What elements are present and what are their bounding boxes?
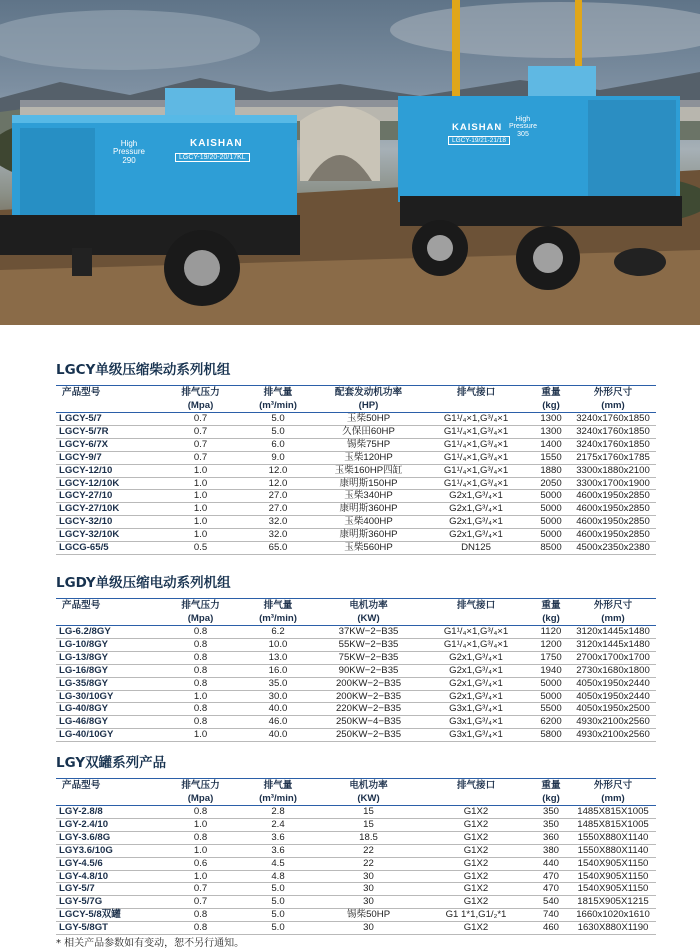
- cell-pressure: 0.7: [162, 413, 239, 426]
- cell-power: 玉柴50HP: [317, 413, 420, 426]
- table-row: [56, 490, 656, 503]
- lgy-table: [56, 778, 656, 935]
- cell-port: G2x1,G³/₄×1: [420, 516, 532, 529]
- cell-port: G1¹/₄×1,G³/₄×1: [420, 413, 532, 426]
- cell-model: LGY-3.6/8G: [56, 831, 162, 844]
- cell-size: 4600x1950x2850: [570, 516, 656, 529]
- table-row: [56, 664, 656, 677]
- table-row: [56, 503, 656, 516]
- lgy-col-power: 电机功率 (KW): [349, 780, 388, 804]
- cell-port: G1X2: [420, 831, 532, 844]
- table-row: [56, 542, 656, 555]
- cell-pressure: 1.0: [162, 490, 239, 503]
- cell-flow: 6.2: [239, 626, 317, 639]
- cell-model: LGCY-32/10K: [56, 529, 162, 542]
- cell-weight: 460: [532, 922, 570, 935]
- lgdy-col-power: 电机功率 (KW): [349, 600, 388, 624]
- lgdy-col-weight: 重量 (kg): [541, 600, 561, 624]
- cell-weight: 1940: [532, 664, 570, 677]
- cell-port: G1X2: [420, 883, 532, 896]
- cell-weight: 350: [532, 806, 570, 819]
- cell-power: 55KW−2−B35: [317, 638, 420, 651]
- cell-pressure: 0.5: [162, 542, 239, 555]
- right-unit-brand: KAISHAN: [452, 122, 503, 133]
- cell-weight: 470: [532, 870, 570, 883]
- cell-port: G2x1,G³/₄×1: [420, 490, 532, 503]
- cell-flow: 5.0: [239, 413, 317, 426]
- hero-photo: [0, 0, 700, 325]
- cell-model: LG-30/10GY: [56, 690, 162, 703]
- table-row: [56, 626, 656, 639]
- right-badge-line2: Pressure: [508, 123, 537, 131]
- cell-model: LGCY-5/7R: [56, 425, 162, 438]
- cell-weight: 1300: [532, 413, 570, 426]
- cell-flow: 10.0: [239, 638, 317, 651]
- cell-power: 久保田60HP: [317, 425, 420, 438]
- cell-pressure: 1.0: [162, 690, 239, 703]
- cell-port: G2x1,G³/₄×1: [420, 664, 532, 677]
- cell-model: LGCY-27/10: [56, 490, 162, 503]
- cell-model: LG-6.2/8GY: [56, 626, 162, 639]
- lgy-header-row: [56, 779, 656, 806]
- table-row: [56, 638, 656, 651]
- cell-flow: 40.0: [239, 729, 317, 742]
- cell-port: G3x1,G³/₄×1: [420, 703, 532, 716]
- lgdy-col-pressure: 排气压力 (Mpa): [181, 600, 220, 624]
- cell-size: 4050x1950x2500: [570, 703, 656, 716]
- cell-pressure: 0.7: [162, 438, 239, 451]
- cell-power: 200KW−2−B35: [317, 690, 420, 703]
- table-row: [56, 806, 656, 819]
- cell-power: 250KW−4−B35: [317, 716, 420, 729]
- cell-size: 4600x1950x2850: [570, 529, 656, 542]
- cell-size: 3240x1760x1850: [570, 425, 656, 438]
- cell-model: LGCY-5/8双罐: [56, 909, 162, 922]
- cell-port: G3x1,G³/₄×1: [420, 716, 532, 729]
- lgcy-section: [56, 358, 656, 555]
- lgdy-body: [56, 626, 656, 742]
- cell-flow: 40.0: [239, 703, 317, 716]
- cell-port: G1X2: [420, 922, 532, 935]
- cell-pressure: 0.7: [162, 883, 239, 896]
- cell-port: G2x1,G³/₄×1: [420, 677, 532, 690]
- cell-pressure: 0.8: [162, 831, 239, 844]
- table-row: [56, 831, 656, 844]
- cell-weight: 5000: [532, 690, 570, 703]
- cell-power: 玉柴120HP: [317, 451, 420, 464]
- cell-size: 1540X905X1150: [570, 857, 656, 870]
- cell-port: G1¹/₄×1,G³/₄×1: [420, 438, 532, 451]
- cell-power: 200KW−2−B35: [317, 677, 420, 690]
- cell-size: 4930x2100x2560: [570, 716, 656, 729]
- cell-flow: 12.0: [239, 464, 317, 477]
- cell-power: 37KW−2−B35: [317, 626, 420, 639]
- cell-flow: 5.0: [239, 922, 317, 935]
- cell-flow: 30.0: [239, 690, 317, 703]
- cell-flow: 27.0: [239, 503, 317, 516]
- lgy-col-model: 产品型号: [62, 780, 101, 791]
- cell-weight: 540: [532, 896, 570, 909]
- cell-model: LGY-5/7G: [56, 896, 162, 909]
- cell-port: G1¹/₄×1,G³/₄×1: [420, 464, 532, 477]
- cell-pressure: 0.8: [162, 922, 239, 935]
- cell-power: 锡柴50HP: [317, 909, 420, 922]
- lgdy-table: [56, 598, 656, 742]
- cell-pressure: 1.0: [162, 818, 239, 831]
- cell-weight: 1300: [532, 425, 570, 438]
- cell-size: 2175x1760x1785: [570, 451, 656, 464]
- cell-model: LG-13/8GY: [56, 651, 162, 664]
- cell-model: LGCY-12/10K: [56, 477, 162, 490]
- cell-weight: 1550: [532, 451, 570, 464]
- cell-size: 3240x1760x1850: [570, 413, 656, 426]
- cell-weight: 1400: [532, 438, 570, 451]
- lgcy-col-power: 配套发动机功率 (HP): [334, 387, 403, 411]
- cell-power: 15: [317, 806, 420, 819]
- cell-model: LGCY-27/10K: [56, 503, 162, 516]
- cell-pressure: 1.0: [162, 844, 239, 857]
- cell-size: 1660x1020x1610: [570, 909, 656, 922]
- right-unit-model: LGCY-19/21-21/18: [448, 136, 510, 145]
- cell-model: LGCG-65/5: [56, 542, 162, 555]
- cell-size: 3120x1445x1480: [570, 626, 656, 639]
- cell-power: 250KW−2−B35: [317, 729, 420, 742]
- cell-port: G1X2: [420, 870, 532, 883]
- lgy-col-weight: 重量 (kg): [541, 780, 561, 804]
- cell-size: 3240x1760x1850: [570, 438, 656, 451]
- cell-model: LG-46/8GY: [56, 716, 162, 729]
- table-row: [56, 818, 656, 831]
- lgcy-col-flow: 排气量 (m³/min): [259, 387, 297, 411]
- cell-flow: 3.6: [239, 844, 317, 857]
- cell-flow: 5.0: [239, 425, 317, 438]
- cell-flow: 35.0: [239, 677, 317, 690]
- lgdy-section: [56, 571, 656, 742]
- cell-port: G2x1,G³/₄×1: [420, 651, 532, 664]
- cell-flow: 27.0: [239, 490, 317, 503]
- cell-flow: 32.0: [239, 529, 317, 542]
- cell-model: LG-10/8GY: [56, 638, 162, 651]
- lgdy-title: LGDY单级压缩电动系列机组: [56, 575, 231, 591]
- cell-flow: 3.6: [239, 831, 317, 844]
- cell-pressure: 1.0: [162, 729, 239, 742]
- right-badge-line3: 305: [517, 130, 529, 138]
- left-unit-brand: KAISHAN: [190, 138, 243, 149]
- lgcy-header-row: [56, 386, 656, 413]
- cell-model: LG-35/8GY: [56, 677, 162, 690]
- cell-power: 康明斯150HP: [317, 477, 420, 490]
- cell-pressure: 0.8: [162, 677, 239, 690]
- cell-weight: 380: [532, 844, 570, 857]
- cell-port: G2x1,G³/₄×1: [420, 529, 532, 542]
- cell-model: LGCY-12/10: [56, 464, 162, 477]
- cell-port: G1X2: [420, 844, 532, 857]
- lgdy-col-port: 排气接口: [456, 600, 496, 611]
- cell-flow: 4.5: [239, 857, 317, 870]
- cell-flow: 6.0: [239, 438, 317, 451]
- lgcy-body: [56, 413, 656, 555]
- cell-power: 康明斯360HP: [317, 503, 420, 516]
- cell-port: G1 1*1,G1/₂*1: [420, 909, 532, 922]
- lgy-section: [56, 751, 656, 935]
- cell-weight: 5000: [532, 503, 570, 516]
- table-row: [56, 690, 656, 703]
- cell-port: G1¹/₄×1,G³/₄×1: [420, 638, 532, 651]
- cell-pressure: 0.6: [162, 857, 239, 870]
- cell-size: 3120x1445x1480: [570, 638, 656, 651]
- cell-weight: 5800: [532, 729, 570, 742]
- cell-power: 玉柴400HP: [317, 516, 420, 529]
- cell-flow: 2.4: [239, 818, 317, 831]
- cell-port: G2x1,G³/₄×1: [420, 503, 532, 516]
- lgdy-col-size: 外形尺寸 (mm): [593, 600, 633, 624]
- cell-flow: 5.0: [239, 896, 317, 909]
- cell-size: 1550X880X1140: [570, 831, 656, 844]
- lgdy-col-model: 产品型号: [62, 600, 101, 611]
- table-row: [56, 729, 656, 742]
- cell-pressure: 0.7: [162, 896, 239, 909]
- cell-power: 18.5: [317, 831, 420, 844]
- lgy-col-flow: 排气量 (m³/min): [259, 780, 297, 804]
- cell-weight: 5000: [532, 677, 570, 690]
- cell-size: 1540X905X1150: [570, 883, 656, 896]
- left-badge-line3: 290: [122, 155, 136, 165]
- cell-flow: 13.0: [239, 651, 317, 664]
- cell-power: 30: [317, 883, 420, 896]
- cell-flow: 5.0: [239, 883, 317, 896]
- cell-weight: 5500: [532, 703, 570, 716]
- cell-size: 3300x1880x2100: [570, 464, 656, 477]
- cell-pressure: 0.7: [162, 425, 239, 438]
- cell-model: LGCY-9/7: [56, 451, 162, 464]
- table-row: [56, 425, 656, 438]
- lgy-col-port: 排气接口: [456, 780, 496, 791]
- left-unit-model: LGCY-19/20-20/17KL: [175, 153, 250, 162]
- cell-power: 220KW−2−B35: [317, 703, 420, 716]
- cell-power: 康明斯360HP: [317, 529, 420, 542]
- table-row: [56, 451, 656, 464]
- cell-port: G2x1,G³/₄×1: [420, 690, 532, 703]
- cell-power: 15: [317, 818, 420, 831]
- cell-size: 4500x2350x2380: [570, 542, 656, 555]
- cell-flow: 2.8: [239, 806, 317, 819]
- cell-weight: 6200: [532, 716, 570, 729]
- table-row: [56, 922, 656, 935]
- cell-weight: 8500: [532, 542, 570, 555]
- cell-power: 22: [317, 857, 420, 870]
- cell-pressure: 0.8: [162, 638, 239, 651]
- table-row: [56, 529, 656, 542]
- cell-power: 30: [317, 922, 420, 935]
- table-row: [56, 516, 656, 529]
- cell-model: LGY-2.8/8: [56, 806, 162, 819]
- left-badge-line2: Pressure: [112, 147, 145, 157]
- cell-weight: 2050: [532, 477, 570, 490]
- cell-model: LG-40/8GY: [56, 703, 162, 716]
- cell-model: LGCY-6/7X: [56, 438, 162, 451]
- lgcy-col-weight: 重量 (kg): [541, 387, 561, 411]
- cell-size: 2700x1700x1700: [570, 651, 656, 664]
- cell-power: 90KW−2−B35: [317, 664, 420, 677]
- lgcy-col-port: 排气接口: [456, 387, 496, 398]
- table-row: [56, 703, 656, 716]
- cell-port: G1¹/₄×1,G³/₄×1: [420, 451, 532, 464]
- cell-model: LGY-5/7: [56, 883, 162, 896]
- cell-pressure: 0.8: [162, 909, 239, 922]
- cell-weight: 1120: [532, 626, 570, 639]
- cell-port: G1¹/₄×1,G³/₄×1: [420, 626, 532, 639]
- table-row: [56, 909, 656, 922]
- cell-flow: 12.0: [239, 477, 317, 490]
- right-badge-line1: High: [515, 116, 531, 123]
- lgdy-col-flow: 排气量 (m³/min): [259, 600, 297, 624]
- cell-weight: 740: [532, 909, 570, 922]
- cell-size: 3300x1700x1900: [570, 477, 656, 490]
- left-badge-line1: High: [120, 139, 138, 148]
- cell-size: 4050x1950x2440: [570, 677, 656, 690]
- cell-model: LGY-4.8/10: [56, 870, 162, 883]
- cell-weight: 1200: [532, 638, 570, 651]
- cell-size: 4600x1950x2850: [570, 503, 656, 516]
- lgcy-col-pressure: 排气压力 (Mpa): [181, 387, 220, 411]
- table-row: [56, 651, 656, 664]
- table-row: [56, 438, 656, 451]
- cell-power: 玉柴160HP四缸: [317, 464, 420, 477]
- cell-size: 4930x2100x2560: [570, 729, 656, 742]
- lgy-title: LGY双罐系列产品: [56, 755, 167, 771]
- left-unit-badge: [100, 140, 158, 165]
- cell-pressure: 1.0: [162, 529, 239, 542]
- cell-flow: 5.0: [239, 909, 317, 922]
- lgy-body: [56, 806, 656, 935]
- cell-power: 75KW−2−B35: [317, 651, 420, 664]
- cell-power: 30: [317, 870, 420, 883]
- cell-model: LG-40/10GY: [56, 729, 162, 742]
- cell-port: G1X2: [420, 857, 532, 870]
- cell-size: 1815X905X1215: [570, 896, 656, 909]
- cell-pressure: 0.8: [162, 664, 239, 677]
- cell-weight: 1750: [532, 651, 570, 664]
- cell-size: 1550X880X1140: [570, 844, 656, 857]
- right-unit-badge: [500, 116, 546, 138]
- lgcy-col-model: 产品型号: [62, 387, 101, 398]
- cell-port: G1¹/₄×1,G³/₄×1: [420, 477, 532, 490]
- lgy-col-size: 外形尺寸 (mm): [593, 780, 633, 804]
- cell-pressure: 1.0: [162, 503, 239, 516]
- cell-model: LGY-4.5/6: [56, 857, 162, 870]
- cell-port: G1X2: [420, 896, 532, 909]
- table-row: [56, 883, 656, 896]
- table-row: [56, 844, 656, 857]
- cell-power: 玉柴560HP: [317, 542, 420, 555]
- cell-weight: 440: [532, 857, 570, 870]
- footnote: * 相关产品参数如有变动，恕不另行通知。: [56, 938, 245, 949]
- cell-port: G1X2: [420, 818, 532, 831]
- cell-power: 锡柴75HP: [317, 438, 420, 451]
- table-row: [56, 464, 656, 477]
- cell-size: 1485X815X1005: [570, 818, 656, 831]
- cell-size: 2730x1680x1800: [570, 664, 656, 677]
- cell-flow: 9.0: [239, 451, 317, 464]
- cell-weight: 470: [532, 883, 570, 896]
- cell-flow: 16.0: [239, 664, 317, 677]
- cell-model: LGY-5/8GT: [56, 922, 162, 935]
- cell-pressure: 0.8: [162, 626, 239, 639]
- cell-size: 1630X880X1190: [570, 922, 656, 935]
- cell-model: LGCY-32/10: [56, 516, 162, 529]
- cell-pressure: 0.7: [162, 451, 239, 464]
- cell-power: 30: [317, 896, 420, 909]
- table-row: [56, 870, 656, 883]
- cell-flow: 4.8: [239, 870, 317, 883]
- cell-pressure: 0.8: [162, 651, 239, 664]
- table-row: [56, 413, 656, 426]
- cell-size: 1485X815X1005: [570, 806, 656, 819]
- cell-port: G1¹/₄×1,G³/₄×1: [420, 425, 532, 438]
- table-row: [56, 716, 656, 729]
- cell-weight: 5000: [532, 490, 570, 503]
- lgy-col-pressure: 排气压力 (Mpa): [181, 780, 220, 804]
- cell-pressure: 0.8: [162, 716, 239, 729]
- cell-pressure: 1.0: [162, 477, 239, 490]
- cell-power: 22: [317, 844, 420, 857]
- cell-flow: 46.0: [239, 716, 317, 729]
- lgdy-header-row: [56, 599, 656, 626]
- cell-pressure: 0.8: [162, 703, 239, 716]
- cell-pressure: 1.0: [162, 870, 239, 883]
- table-row: [56, 677, 656, 690]
- cell-pressure: 1.0: [162, 516, 239, 529]
- cell-weight: 360: [532, 831, 570, 844]
- cell-pressure: 1.0: [162, 464, 239, 477]
- cell-size: 4050x1950x2440: [570, 690, 656, 703]
- cell-flow: 65.0: [239, 542, 317, 555]
- cell-model: LG-16/8GY: [56, 664, 162, 677]
- cell-model: LGY-2.4/10: [56, 818, 162, 831]
- cell-weight: 1880: [532, 464, 570, 477]
- cell-port: DN125: [420, 542, 532, 555]
- lgcy-title: LGCY单级压缩柴动系列机组: [56, 362, 231, 378]
- cell-flow: 32.0: [239, 516, 317, 529]
- cell-size: 4600x1950x2850: [570, 490, 656, 503]
- cell-port: G1X2: [420, 806, 532, 819]
- cell-weight: 350: [532, 818, 570, 831]
- lgcy-col-size: 外形尺寸 (mm): [593, 387, 633, 411]
- table-row: [56, 896, 656, 909]
- cell-power: 玉柴340HP: [317, 490, 420, 503]
- table-row: [56, 477, 656, 490]
- cell-weight: 5000: [532, 516, 570, 529]
- table-row: [56, 857, 656, 870]
- cell-model: LGCY-5/7: [56, 413, 162, 426]
- lgcy-table: [56, 385, 656, 555]
- cell-size: 1540X905X1150: [570, 870, 656, 883]
- cell-port: G3x1,G³/₄×1: [420, 729, 532, 742]
- cell-pressure: 0.8: [162, 806, 239, 819]
- cell-model: LGY3.6/10G: [56, 844, 162, 857]
- cell-weight: 5000: [532, 529, 570, 542]
